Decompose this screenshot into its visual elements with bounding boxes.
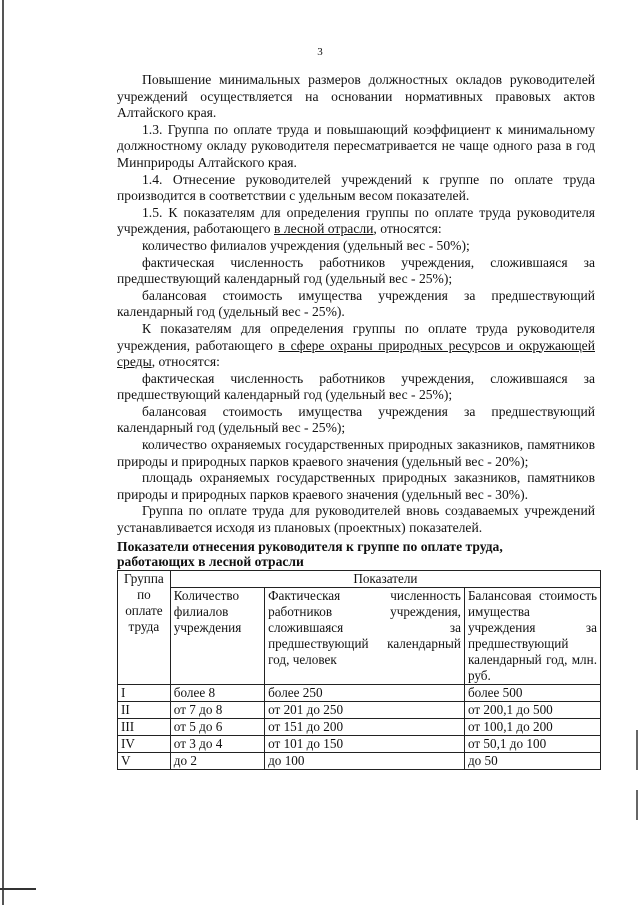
table-row [118, 718, 601, 735]
header-staff: Фактическая численность работников учреждения, сложившаяся за предшествующий календарный год, человек [265, 587, 465, 684]
page-number: 3 [317, 46, 323, 58]
paragraph-1-5 [117, 205, 595, 238]
cell-staff: от 101 до 150 [265, 735, 465, 752]
cell-branches: от 3 до 4 [170, 735, 264, 752]
table-row [118, 684, 601, 701]
cell-branches: до 2 [170, 752, 264, 769]
group-indicators-table [117, 570, 601, 770]
cell-staff: от 151 до 200 [265, 718, 465, 735]
paragraph-env [117, 321, 595, 371]
table-subheader-row [118, 587, 601, 684]
cell-balance: до 50 [464, 752, 600, 769]
paragraph-env-start: К показателям для определения группы по оплате труда руководителя учреждения, работающего [117, 320, 595, 353]
forest-item: количество филиалов учреждения (удельный вес - 50%); [142, 237, 470, 253]
forest-sector-underlined: в лесной отрасли [274, 221, 374, 237]
table-title-line-2: работающих в лесной отрасли [117, 554, 304, 570]
document-body [117, 72, 595, 770]
table-header-row [118, 570, 601, 587]
cell-branches: от 5 до 6 [170, 718, 264, 735]
cell-balance: от 200,1 до 500 [464, 701, 600, 718]
header-indicators: Показатели [170, 570, 600, 587]
env-sector-underlined: в сфере охраны природных ресурсов и окружающей среды [117, 337, 595, 370]
scan-mark-right [636, 730, 638, 770]
table-title [117, 539, 595, 570]
header-group: Группа по оплате труда [118, 570, 171, 684]
env-item: площадь охраняемых государственных природных заказников, памятников природы и природных парков краевого значения (удельный вес - 30%). [117, 470, 595, 502]
paragraph-env-end: , относятся: [151, 354, 220, 370]
cell-branches: более 8 [170, 684, 264, 701]
cell-balance: более 500 [464, 684, 600, 701]
paragraph-1-4: 1.4. Отнесение руководителей учреждений к группе по оплате труда производится в соответствии с удельным весом показателей. [117, 171, 595, 204]
table-row [118, 735, 601, 752]
header-branches: Количество филиалов учреждения [170, 587, 264, 684]
paragraph-new-institutions: Группа по оплате труда для руководителей вновь создаваемых учреждений устанавливается исходя из плановых (проектных) показателей. [117, 503, 595, 536]
cell-staff: от 201 до 250 [265, 701, 465, 718]
paragraph-1-5-start: 1.5. К показателям для определения группы по оплате труда руководителя учреждения, работающего [117, 204, 595, 237]
table-row [118, 752, 601, 769]
cell-group: III [118, 718, 171, 735]
cell-group: I [118, 684, 171, 701]
cell-group: II [118, 701, 171, 718]
scan-foot-line [0, 888, 36, 890]
env-item: количество охраняемых государственных природных заказников, памятников природы и природных парков краевого значения (удельный вес - 20%); [117, 437, 595, 469]
env-item: балансовая стоимость имущества учреждения за предшествующий календарный год (удельный вес - 25%); [117, 403, 595, 436]
cell-branches: от 7 до 8 [170, 701, 264, 718]
paragraph-1-3: 1.3. Группа по оплате труда и повышающий коэффициент к минимальному должностному окладу руководителя пересматривается не чаще одного раза в год Минприроды Алтайского края. [117, 121, 595, 170]
forest-item: балансовая стоимость имущества учреждения за предшествующий календарный год (удельный вес - 25%). [117, 287, 595, 320]
table-row [118, 701, 601, 718]
cell-staff: более 250 [265, 684, 465, 701]
cell-balance: от 100,1 до 200 [464, 718, 600, 735]
paragraph-1-5-end: , относятся: [373, 221, 442, 237]
scan-mark-right-2 [636, 790, 638, 820]
forest-item: фактическая численность работников учреждения, сложившаяся за предшествующий календарный год (удельный вес - 25%); [117, 254, 595, 287]
env-item: фактическая численность работников учреждения, сложившаяся за предшествующий календарный год (удельный вес - 25%); [117, 370, 595, 403]
cell-group: V [118, 752, 171, 769]
scan-edge-left [2, 0, 4, 905]
paragraph-1: Повышение минимальных размеров должностных окладов руководителей учреждений осуществляется на основании нормативных правовых актов Алтайского края. [117, 72, 595, 121]
table-title-line-1: Показатели отнесения руководителя к группе по оплате труда, [117, 538, 503, 554]
header-balance: Балансовая стоимость имущества учреждения за предшествующий календарный год, млн. руб. [464, 587, 600, 684]
cell-balance: от 50,1 до 100 [464, 735, 600, 752]
cell-staff: до 100 [265, 752, 465, 769]
cell-group: IV [118, 735, 171, 752]
